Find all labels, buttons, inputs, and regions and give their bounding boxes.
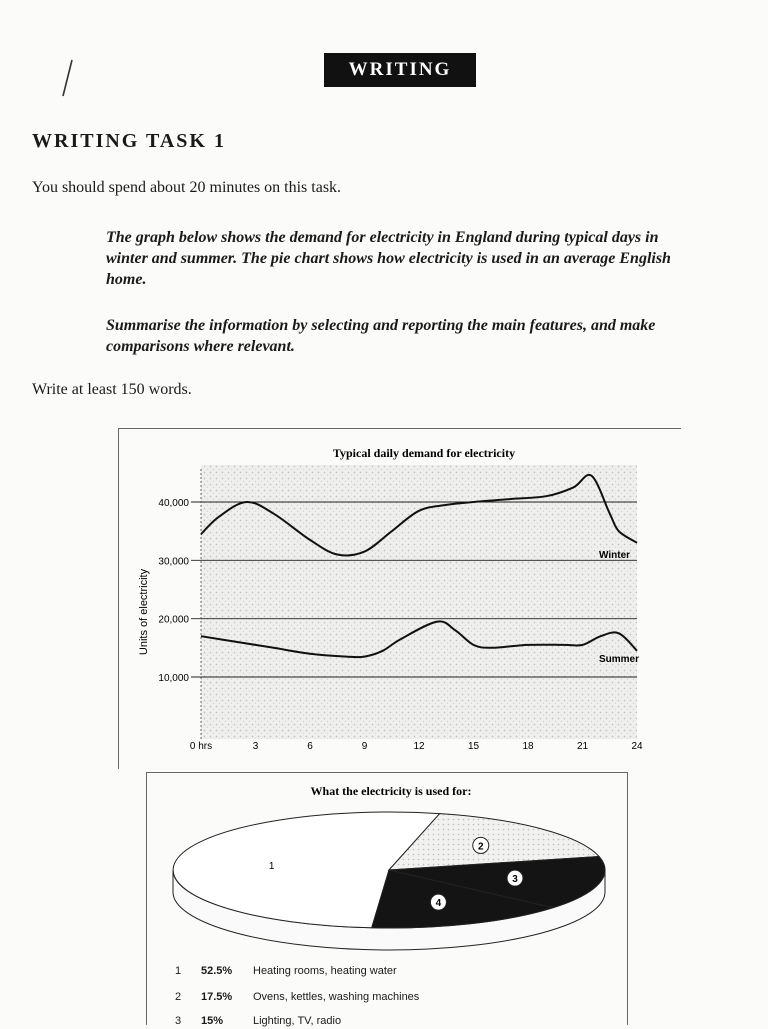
x-tick-label: 21	[576, 741, 589, 752]
x-tick-label: 12	[413, 741, 425, 752]
x-tick-label: 9	[361, 741, 368, 752]
pie-chart-frame	[146, 772, 628, 1025]
x-tick-label: 18	[522, 741, 534, 752]
x-tick-label: 24	[631, 741, 643, 752]
word-count-instruction: Write at least 150 words.	[32, 381, 192, 398]
task-instruction: Summarise the information by selecting and reporting the main features, and make comparisons where relevant.	[106, 317, 656, 355]
chart-title: Typical daily demand for electricity	[332, 446, 516, 460]
legend-number: 2	[175, 991, 182, 1003]
time-instruction: You should spend about 20 minutes on this task.	[32, 179, 342, 196]
x-tick-label: 3	[252, 741, 259, 752]
series-label: Winter	[599, 550, 631, 561]
legend-number: 3	[175, 1015, 182, 1027]
y-axis-ticks	[158, 498, 189, 684]
pie-chart-title: What the electricity is used for:	[310, 784, 472, 798]
y-tick-label: 40,000	[158, 498, 189, 509]
legend-percent: 52.5%	[201, 965, 233, 977]
x-tick-label: 15	[467, 741, 480, 752]
pie-slices	[173, 812, 605, 928]
x-tick-label: 0 hrs	[189, 741, 213, 752]
task-heading: WRITING TASK 1	[32, 130, 226, 152]
pie-slice-label: 3	[512, 874, 518, 886]
legend-percent: 17.5%	[201, 991, 233, 1003]
pie-chart	[147, 773, 627, 1025]
pie-slice-label: 1	[268, 860, 275, 872]
x-axis-ticks	[190, 741, 643, 752]
legend-description: Heating rooms, heating water	[253, 965, 397, 977]
legend-description: Lighting, TV, radio	[253, 1015, 342, 1027]
legend-description: Ovens, kettles, washing machines	[253, 991, 420, 1003]
y-tick-label: 10,000	[158, 673, 189, 684]
series-label: Summer	[599, 654, 640, 665]
line-chart	[119, 429, 681, 769]
pie-slice-label: 2	[477, 841, 484, 853]
plot-area	[201, 465, 640, 739]
section-badge: WRITING	[324, 53, 476, 87]
legend-percent: 15%	[201, 1015, 224, 1027]
line-chart-frame	[118, 428, 681, 769]
y-axis-label: Units of electricity	[138, 568, 150, 656]
x-tick-label: 6	[307, 741, 313, 752]
task-prompt: The graph below shows the demand for electricity in England during typical days in winter and summer. The pie chart shows how electricity is used in an average English home.	[106, 229, 671, 288]
legend-number: 1	[175, 965, 182, 977]
pie-slice-label: 4	[435, 898, 442, 910]
y-tick-label: 30,000	[158, 556, 189, 568]
margin-pencil-mark	[60, 58, 74, 98]
y-tick-label: 20,000	[158, 614, 189, 626]
